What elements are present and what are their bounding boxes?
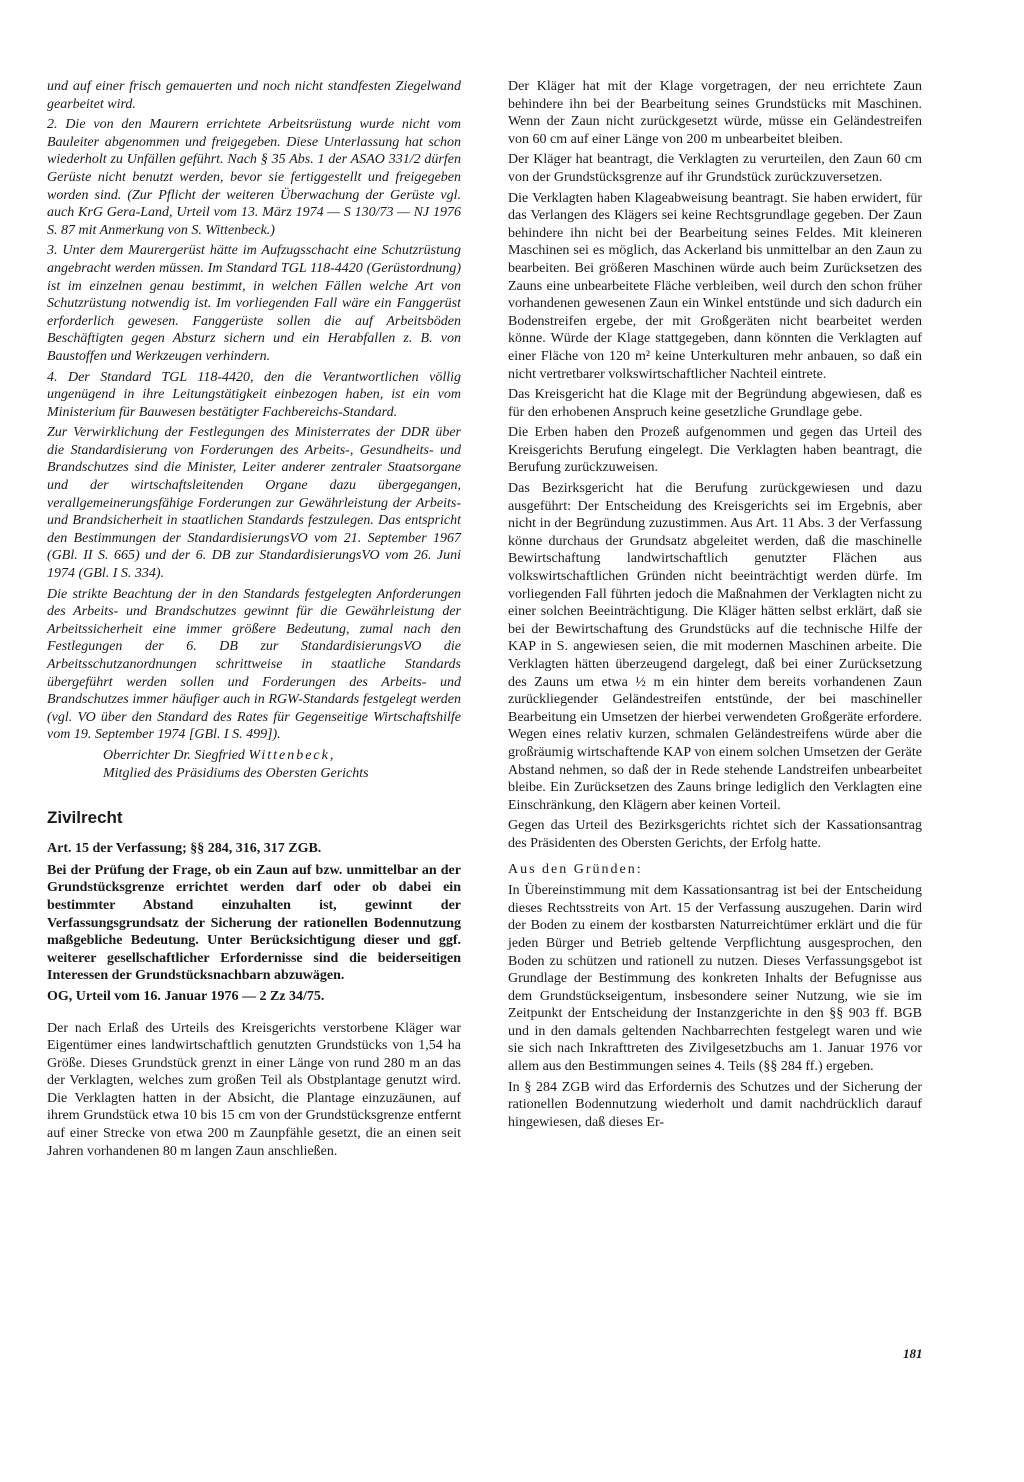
paragraph: 3. Unter dem Maurergerüst hätte im Aufzugsschacht eine Schutzrüstung angebracht werden müssen. Im Standard TGL 118-4420 (Gerüstordnung) ist im einzelnen genau bestimmt, in welchen Fällen welche Art von Schutzrüstung notwendig ist. Im vorliegenden Fall wäre ein Fanggerüst erforderlich gewesen. Fanggerüste sollen die auf Arbeitsböden Beschäftigten gegen Absturz sichern und ein Herabfallen z. B. von Baustoffen und Werkzeugen verhindern. <box>47 243 461 364</box>
paragraph: Die strikte Beachtung der in den Standards festgelegten Anforderungen des Arbeits- und Brandschutzes gewinnt für die Gewährleistung der Arbeitssicherheit eine immer größere Bedeutung, zumal nach den Festlegungen der 6. DB zur StandardisierungsVO die Arbeitsschutzanordnungen schrittweise in staatliche Standards übergeführt werden sollen und Forderungen des Arbeits- und Brandschutzes immer häufiger auch in RGW-Standards festgelegt werden (vgl. VO über den Standard des Rates für Gegenseitige Wirtschaftshilfe vom 19. September 1974 [GBl. I S. 499]). <box>47 586 461 743</box>
ruling-heading: Art. 15 der Verfassung; §§ 284, 316, 317 ZGB. <box>47 841 322 857</box>
paragraph: Das Kreisgericht hat die Klage mit der Begründung abgewiesen, daß es für den erhobenen Anspruch keine gesetzliche Grundlage gebe. <box>508 387 922 420</box>
paragraph: Die Erben haben den Prozeß aufgenommen und gegen das Urteil des Kreisgerichts Berufung eingelegt. Die Verklagten haben beantragt, die Berufung zurückzuweisen. <box>508 425 922 476</box>
paragraph: Der nach Erlaß des Urteils des Kreisgerichts verstorbene Kläger war Eigentümer eines landwirtschaftlich genutzten Grundstücks von 1,54 ha Größe. Dieses Grundstück grenzt in einer Länge von rund 280 m an das der Verklagten, welches zum großen Teil als Obstplantage genutzt wird. Die Verklagten hatten in der Absicht, die Plantage einzuzäunen, auf ihrem Grundstück etwa 10 bis 15 cm von der Grundstücksgrenze entfernt auf einer Strecke von etwa 200 m Zaunpfähle gesetzt, die an einen seit Jahren vorhandenen 80 m langen Zaun anschließen. <box>47 1020 461 1159</box>
author-surname: Wittenbeck, <box>248 747 336 763</box>
left-column <box>47 78 461 1163</box>
paragraph: Der Kläger hat mit der Klage vorgetragen, der neu errichtete Zaun behindere ihn bei der Bearbeitung seines Grundstücks mit Maschinen. Wenn der Zaun nicht zurückgesetzt würde, müsse ein Geländestreifen von 60 cm auf einer Länge von 200 m unbearbeitet bleiben. <box>508 79 922 147</box>
page-number: 181 <box>903 1346 923 1361</box>
paragraph: Das Bezirksgericht hat die Berufung zurückgewiesen und dazu ausgeführt: Der Entscheidung des Kreisgerichts sei im Ergebnis, aber nicht in der Begründung zuzustimmen. Aus Art. 11 Abs. 3 der Verfassung könne durchaus der Grundsatz abgeleitet werden, daß die maschinelle Bewirtschaftung landwirtschaftlich genutzter Flächen aus volkswirtschaftlichen Gründen nicht beeinträchtigt werden dürfe. Im vorliegenden Fall führten jedoch die Maßnahmen der Verklagten nicht zu einer solchen Beeinträchtigung. Die Kläger hätten selbst erklärt, daß sie bei der Bewirtschaftung des Grundstücks auf die technische Hilfe der KAP in S. angewiesen seien, die mit modernen Maschinen arbeite. Die Verklagten hätten überzeugend dargelegt, daß bei einer Zurücksetzung des Zauns um etwa ½ m ein hinter dem bereits vorhandenen Zaun zurückliegender Geländestreifen entstünde, der bei maschineller Bearbeitung ein Umsetzen der hierbei verwendeten Großgeräte erfordere. Wegen eines relativ kurzen, schmalen Geländestreifens würde aber die großräumig wirtschaftende KAP von einem solchen Umsetzen der Geräte Abstand nehmen, so daß der in Rede stehende Landstreifen unbearbeitet bleibe. Ein Zurücksetzen des Zauns bringe lediglich den Verklagten eine Einschränkung, den Klägern aber keinen Vorteil. <box>508 481 922 813</box>
paragraph: 2. Die von den Maurern errichtete Arbeitsrüstung wurde nicht vom Bauleiter abgenommen und freigegeben. Diese Unterlassung hat schon wiederholt zu Unfällen geführt. Nach § 35 Abs. 1 der ASAO 331/2 dürfen Gerüste nicht benutzt werden, bevor sie fertiggestellt und freigegeben worden sind. (Zur Pflicht der weiteren Überwachung der Gerüste vgl. auch KrG Gera-Land, Urteil vom 13. März 1974 — S 130/73 — NJ 1976 S. 87 mit Anmerkung von S. Wittenbeck.) <box>47 117 461 238</box>
paragraph: 4. Der Standard TGL 118-4420, den die Verantwortlichen völlig ungenügend in ihre Leitungstätigkeit einbezogen haben, ist ein vom Ministerium für Bauwesen bestätigter Fachbereichs-Standard. <box>47 369 461 420</box>
paragraph: Der Kläger hat beantragt, die Verklagten zu verurteilen, den Zaun 60 cm von der Grundstücksgrenze auf ihr Grundstück zurückzuversetzen. <box>508 152 922 185</box>
reasons-heading: Aus den Gründen: <box>508 861 643 877</box>
signature-line <box>103 747 461 765</box>
paragraph: Zur Verwirklichung der Festlegungen des Ministerrates der DDR über die Standardisierung von Forderungen des Arbeits-, Gesundheits- und Brandschutzes sind die Minister, Leiter anderer zentraler Staatsorgane und der wirtschaftsleitenden Organe dazu übergegangen, verallgemeinerungsfähige Forderungen zur Gewährleistung der Arbeits- und Brandsicherheit in staatlichen Standards festzulegen. Das entspricht den Bestimmungen der StandardisierungsVO vom 21. September 1967 (GBl. II S. 665) und der 6. DB zur StandardisierungsVO vom 26. Juni 1974 (GBl. I S. 334). <box>47 425 461 582</box>
paragraph: Die Verklagten haben Klageabweisung beantragt. Sie haben erwidert, für das Verlangen des Klägers sei keine Rechtsgrundlage gegeben. Der Zaun behindere ihn nicht bei der Bearbeitung seines Feldes. Mit kleineren Maschinen sei es möglich, das Ackerland bis unmittelbar an den Zaun zu bearbeiten. Bei größeren Maschinen würde auch beim Zurücksetzen des Zauns eine unbearbeitete Fläche verbleiben, weil durch den schon früher vorhandenen gewesenen Zaun ein Winkel entstünde und sich dadurch ein Bodenstreifen ergebe, der mit Großgeräten nicht bearbeitet werden könne. Würde der Klage stattgegeben, dann könnten die Verklagten auf einer Fläche von 120 m² keine Unterkulturen mehr anbauen, so daß ein nicht vertretbarer volkswirtschaftlicher Nachteil eintrete. <box>508 190 922 382</box>
right-column <box>508 78 922 1134</box>
paragraph: In Übereinstimmung mit dem Kassationsantrag ist bei der Entscheidung dieses Rechtsstreits von Art. 15 der Verfassung auszugehen. Darin wird der Boden zu einem der kostbarsten Naturreichtümer erklärt und die für jeden Bürger und Betrieb geltende Verpflichtung ausgesprochen, den Boden zu schützen und rationell zu nutzen. Dieses Verfassungsgebot ist Grundlage der Bestimmung des konkreten Inhalts der Befugnisse aus dem Grundstückseigentum, insbesondere seiner Nutzung, wie sie im Zeitpunkt der Entscheidung der Instanzgerichte in den §§ 903 ff. BGB und in den damals geltenden Nachbarrechten festgelegt waren und wie sie sich nach Inkrafttreten des Zivilgesetzbuchs am 1. Januar 1976 vor allem aus den Bestimmungen seines 4. Teils (§§ 284 ff.) ergeben. <box>508 883 922 1075</box>
section-title: Zivilrecht <box>47 808 123 828</box>
signature-block <box>47 747 461 782</box>
paragraph: In § 284 ZGB wird das Erfordernis des Schutzes und der Sicherung der rationellen Bodennutzung wiederholt und damit nachdrücklich darauf hingewiesen, daß dieses Er- <box>508 1079 922 1130</box>
paragraph: Gegen das Urteil des Bezirksgerichts richtet sich der Kassationsantrag des Präsidenten des Obersten Gerichts, der Erfolg hatte. <box>508 818 922 851</box>
author-title: Oberrichter Dr. Siegfried <box>103 747 249 763</box>
paragraph: und auf einer frisch gemauerten und noch nicht standfesten Ziegelwand gearbeitet wird. <box>47 79 461 112</box>
ruling-headnote <box>47 862 461 985</box>
headnote-text: Bei der Prüfung der Frage, ob ein Zaun auf bzw. unmittelbar an der Grundstücksgrenze errichtet werden darf oder ob dabei ein bestimmter Abstand einzuhalten ist, gewinnt der Verfassungsgrundsatz der Sicherung der rationellen Bodennutzung maßgebliche Bedeutung. Unter Berücksichtigung dieser und ggf. weiterer gesellschaftlicher Erfordernisse sind die beiderseitigen Interessen der Grundstücksnachbarn abzuwägen. <box>47 862 461 984</box>
criminal-commentary <box>47 78 461 744</box>
author-position: Mitglied des Präsidiums des Obersten Gerichts <box>103 765 369 781</box>
ruling-reference: OG, Urteil vom 16. Januar 1976 — 2 Zz 34/75. <box>47 988 325 1004</box>
